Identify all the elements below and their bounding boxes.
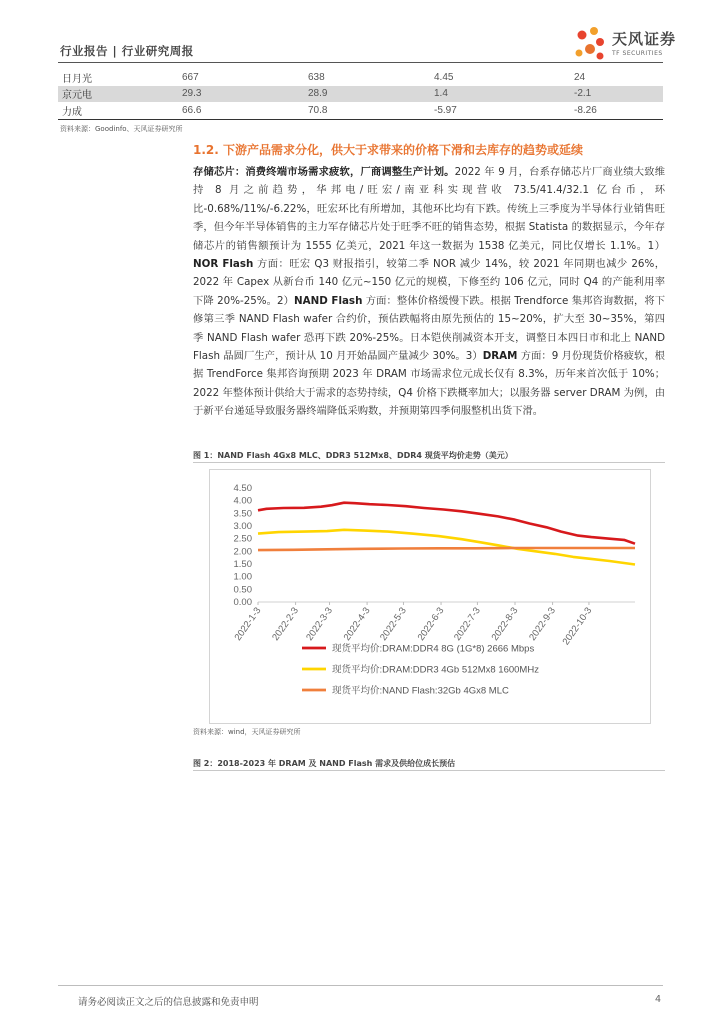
x-tick-label: 2022-1-3	[232, 605, 264, 643]
series-line	[258, 548, 635, 550]
price-trend-chart	[209, 469, 651, 724]
y-tick-label: 0.50	[233, 584, 252, 596]
table-cell: 29.3	[178, 86, 304, 103]
paragraph-text: 方面：9 月份现货价格疲软，根据 TrendForce 集邦咨询预期 2023 年 DRAM 市场需求位元成长仅有 8.3%，历年来首次低于 10%；2022 年整体预计供给大于需求的态势持续，Q4 价格下跌概率加大；以服务器 server DRAM 为例，由于新平台递延导致服务器终端降低采购数，并预期第四季伺服整机出货下滑。	[193, 350, 665, 418]
report-category-label: 行业报告 | 行业研究周报	[60, 44, 194, 58]
table-cell: -5.97	[434, 104, 457, 116]
table-cell: 4.45	[434, 71, 454, 83]
table-source-note: 资料来源：Goodinfo、天风证券研究所	[60, 125, 183, 133]
y-tick-label: 0.00	[233, 597, 252, 608]
table-cell: -8.26	[574, 104, 597, 116]
figure-1-caption: 图 1：NAND Flash 4Gx8 MLC、DDR3 512Mx8、DDR4 现货平均价走势（美元）	[193, 451, 513, 460]
table-cell: 66.6	[182, 104, 202, 116]
table-cell-name: 力成	[62, 106, 82, 118]
figure-2-caption: 图 2：2018-2023 年 DRAM 及 NAND Flash 需求及供给位成长预估	[193, 759, 456, 768]
figure-1-rule	[193, 462, 665, 463]
logo-text-en: TF SECURITIES	[612, 50, 663, 57]
revenue-table	[58, 69, 663, 119]
legend-label: 现货平均价:DRAM:DDR4 8G (1G*8) 2666 Mbps	[332, 643, 535, 655]
logo-text-cn: 天风证券	[612, 30, 677, 48]
logo-mark-icon	[576, 27, 605, 60]
table-cell: 70.8	[308, 104, 328, 116]
y-tick-label: 1.50	[233, 559, 252, 570]
x-tick-label: 2022-5-3	[378, 605, 409, 643]
x-tick-label: 2022-4-3	[341, 605, 373, 643]
x-tick-label: 2022-2-3	[270, 605, 302, 643]
table-bottom-rule	[58, 119, 663, 120]
x-tick-label: 2022-7-3	[452, 605, 483, 643]
y-tick-label: 1.00	[233, 571, 252, 583]
y-tick-label: 3.50	[233, 508, 252, 520]
x-tick-label: 2022-10-3	[560, 605, 595, 648]
table-row	[58, 102, 663, 119]
paragraph-keyword-nand: NAND Flash	[294, 294, 363, 307]
page-number: 4	[655, 994, 662, 1005]
table-cell: 24	[574, 71, 586, 83]
footer-disclaimer: 请务必阅读正文之后的信息披露和免责申明	[78, 997, 259, 1008]
table-cell: -2.1	[570, 86, 663, 103]
y-tick-label: 4.00	[233, 495, 252, 507]
table-row	[58, 69, 663, 86]
chart-svg	[210, 470, 650, 723]
table-cell: 638	[308, 71, 325, 83]
table-cell-name: 京元电	[58, 86, 178, 103]
paragraph-lead: 存储芯片：消费终端市场需求疲软，厂商调整生产计划。	[193, 166, 455, 178]
table-row	[58, 86, 663, 103]
paragraph-keyword-dram: DRAM	[482, 350, 518, 363]
table-cell: 667	[182, 71, 199, 83]
table-cell: 28.9	[304, 86, 430, 103]
y-tick-label: 3.00	[233, 521, 252, 532]
x-tick-label: 2022-6-3	[415, 605, 447, 643]
body-paragraph	[193, 163, 665, 421]
table-cell: 1.4	[430, 86, 570, 103]
footer-divider	[58, 985, 663, 986]
table-cell-name: 日月光	[62, 73, 92, 85]
header-divider	[58, 62, 663, 63]
legend-label: 现货平均价:NAND Flash:32Gb 4Gx8 MLC	[332, 685, 509, 697]
y-tick-label: 2.50	[233, 533, 252, 545]
x-tick-label: 2022-3-3	[304, 605, 335, 643]
x-tick-label: 2022-9-3	[527, 605, 559, 643]
paragraph-text: 2022 年 9 月，台系存储芯片厂商业绩大致维持 8 月之前趋势，华邦电/旺宏/南亚科实现营收 73.5/41.4/32.1 亿台币，环比-0.68%/11%/-6.22%，旺宏环比有所增加，其他环比均有下跌。传统上三季度为半导体行业销售旺季，但今年半导体销售的主力军存储芯片处于旺季不旺的销售态势，根据 Statista 的数据显示，今年存储芯片的销售额预计为 1555 亿美元，2021 年这一数据为 1538 亿美元，同比仅增长 1.1%。1）	[193, 166, 666, 252]
y-tick-label: 2.00	[233, 546, 252, 558]
legend-label: 现货平均价:DRAM:DDR3 4Gb 512Mx8 1600MHz	[332, 664, 539, 676]
section-heading: 1.2. 下游产品需求分化，供大于求带来的价格下滑和去库存的趋势或延续	[193, 143, 583, 157]
paragraph-keyword-nor: NOR Flash	[193, 258, 254, 271]
y-tick-label: 4.50	[233, 483, 252, 494]
figure-1-source-note: 资料来源：wind，天风证券研究所	[193, 728, 301, 736]
paragraph-text: 方面：旺宏 Q3 财报指引，较第二季 NOR 减少 14%，较 2021 年同期也减少 26%，2022 年 Capex 从新台币 140 亿元~150 亿元的规模，下修至约 106 亿元，同时 Q4 的产能利用率下降 20%-25%。2）	[193, 258, 665, 307]
x-tick-label: 2022-8-3	[489, 605, 521, 643]
figure-2-rule	[193, 770, 665, 771]
paragraph-text: 方面：整体价格缓慢下跌。根据 Trendforce 集邦咨询数据，将下修第三季 NAND Flash wafer 合约价，预估跌幅将由原先预估的 15~20%，扩大至 30~35%，第四季 NAND Flash wafer 恐再下跌 20%-25%。日本铠侠削减资本开支，调整日本四日市和北上 NAND Flash 晶圆厂生产，预计从 10 月开始晶圆产量减少 30%。3）	[193, 294, 665, 363]
